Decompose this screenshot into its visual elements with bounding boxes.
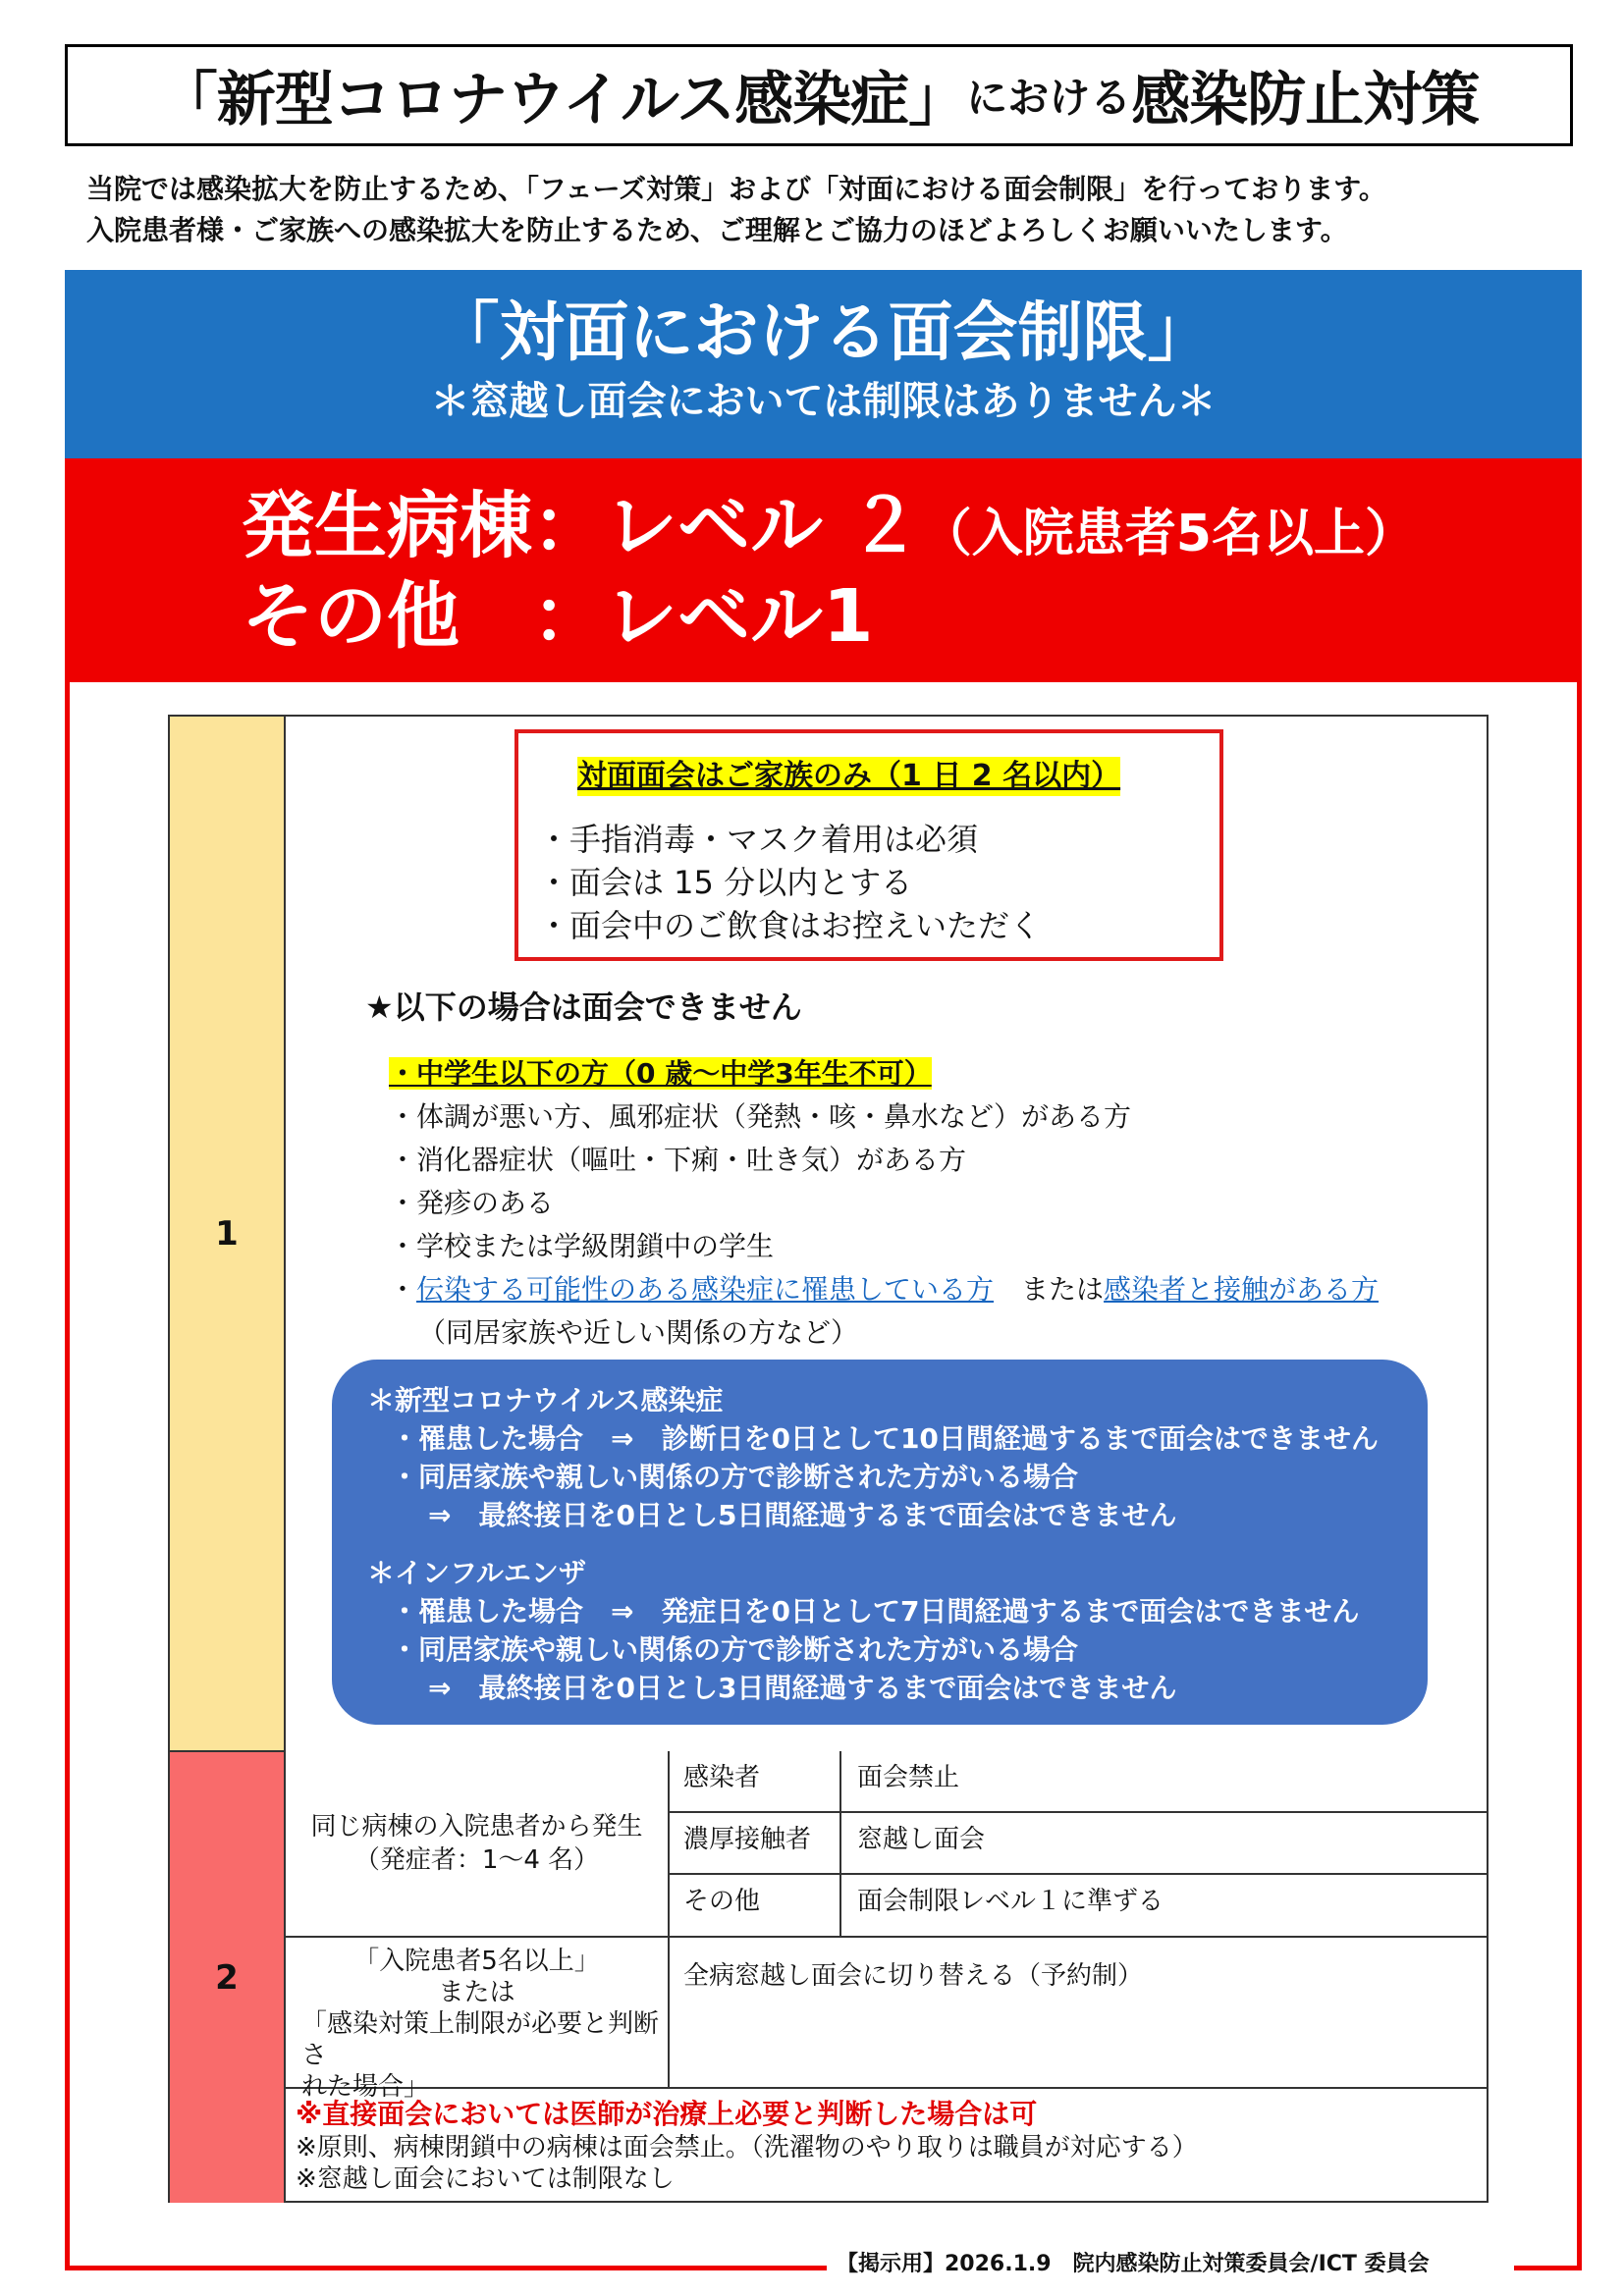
flu-line-3: ⇒ 最終接日を0日とし3日間経過するまで面会はできません [428, 1672, 1177, 1704]
level-1-cell: 1 [170, 717, 286, 1752]
cannot-visit-item: ・消化器症状（嘔吐・下痢・吐き気）がある方 [389, 1144, 967, 1176]
level-line-outbreak-ward [242, 482, 1416, 578]
flu-line-2: ・同居家族や親しい関係の方で診断された方がいる場合 [391, 1633, 1079, 1666]
level-2-section [286, 1751, 1488, 2201]
level-2-cell: 2 [170, 1752, 286, 2203]
title-part3: 感染防止対策 [1131, 66, 1480, 134]
frame-bottom-right [1514, 2266, 1582, 2270]
source2-line-4: れた場合」 [301, 2072, 430, 2102]
infection-rules-box [332, 1360, 1428, 1725]
level-2-notes [296, 2097, 1198, 2195]
row-value: 窓越し面会 [841, 1813, 1488, 1875]
frame-bottom-left [65, 2266, 827, 2270]
level-banner [65, 458, 1582, 682]
level-line-1-main: 発生病棟：レベル ２ [242, 484, 921, 568]
cannot-visit-heading: ★以下の場合は面会できません [365, 988, 802, 1026]
item6-prefix: ・ [389, 1273, 417, 1306]
footer-posting-info: 【掲示用】2026.1.9 院内感染防止対策委員会/ICT 委員会 [837, 2252, 1430, 2276]
rule-item: ・面会中のご飲食はお控えいただく [538, 907, 1042, 944]
cannot-visit-note: （同居家族や近しい関係の方など） [418, 1316, 859, 1349]
source1-line-2: （発症者：1～4 名） [353, 1845, 600, 1875]
covid-title: ＊新型コロナウイルス感染症 [367, 1384, 724, 1416]
row-value: 面会禁止 [841, 1751, 1488, 1813]
cannot-visit-list [389, 1052, 1379, 1355]
covid-line-3: ⇒ 最終接日を0日とし5日間経過するまで面会はできません [428, 1499, 1177, 1531]
five-plus-value-cell: 全病窓越し面会に切り替える（予約制） [670, 1938, 1488, 2089]
same-ward-source-cell [286, 1751, 670, 1938]
cannot-visit-item [389, 1268, 1379, 1311]
level-line-1-paren: （入院患者5名以上） [920, 505, 1416, 563]
rules-list [538, 818, 1041, 947]
intro-line-1: 当院では感染拡大を防止するため、「フェーズ対策」および「対面における面会制限」を行っております。 [86, 173, 1386, 205]
cannot-visit-item: ・学校または学級閉鎖中の学生 [389, 1230, 775, 1262]
intro-line-2: 入院患者様・ご家族への感染拡大を防止するため、ご理解とご協力のほどよろしくお願いいたします。 [86, 214, 1348, 246]
contact-with-infected-link[interactable]: 感染者と接触がある方 [1104, 1273, 1380, 1306]
row-key: その他 [670, 1875, 841, 1938]
intro-text [86, 169, 1559, 251]
rule-item: ・手指消毒・マスク着用は必須 [538, 821, 979, 858]
title-part1: 「新型コロナウイルス感染症」 [158, 66, 967, 134]
row-value: 面会制限レベル１に準ずる [841, 1875, 1488, 1938]
cannot-visit-item [389, 1052, 1379, 1095]
banner-heading: 「対面における面会制限」 [434, 294, 1213, 370]
flu-title: ＊インフルエンザ [367, 1557, 586, 1589]
row-key: 感染者 [670, 1751, 841, 1813]
rule-item: ・面会は 15 分以内とする [538, 864, 913, 901]
cannot-visit-item: ・体調が悪い方、風邪症状（発熱・咳・鼻水など）がある方 [389, 1100, 1132, 1133]
note-window-visit: ※窓越し面会においては制限なし [296, 2164, 675, 2194]
visit-rules-box [514, 729, 1223, 961]
source2-line-3: 「感染対策上制限が必要と判断さ [301, 2009, 660, 2070]
flu-line-1: ・罹患した場合 ⇒ 発症日を0日として7日間経過するまで面会はできません [391, 1595, 1360, 1628]
visit-restriction-banner [65, 270, 1582, 458]
infectious-disease-link[interactable]: 伝染する可能性のある感染症に罹患している方 [416, 1273, 995, 1306]
source1-line-1: 同じ病棟の入院患者から発生 [310, 1812, 643, 1842]
covid-line-2: ・同居家族や親しい関係の方で診断された方がいる場合 [391, 1461, 1079, 1493]
source2-line-1: 「入院患者5名以上」 [353, 1947, 600, 1976]
five-plus-source-cell [286, 1938, 670, 2102]
row-key: 濃厚接触者 [670, 1813, 841, 1875]
item6-mid: または [994, 1273, 1105, 1306]
note-closed-ward: ※原則、病棟閉鎖中の病棟は面会禁止。（洗濯物のやり取りは職員が対応する） [296, 2133, 1198, 2163]
covid-line-1: ・罹患した場合 ⇒ 診断日を0日として10日間経過するまで面会はできません [391, 1422, 1379, 1455]
cannot-visit-item: ・発疹のある [389, 1187, 555, 1219]
children-restriction: ・中学生以下の方（0 歳～中学3年生不可） [389, 1057, 932, 1090]
note-direct-visit: ※直接面会においては医師が治療上必要と判断した場合は可 [296, 2098, 1038, 2130]
rules-headline: 対面面会はご家族のみ（1 日 2 名以内） [577, 757, 1120, 796]
page-title [65, 44, 1573, 146]
level-line-other: その他 ：レベル1 [242, 574, 874, 659]
banner-subheading: ＊窓越し面会においては制限はありません＊ [430, 379, 1217, 424]
title-part2: における [966, 74, 1132, 122]
source2-line-2: または [438, 1978, 515, 2007]
